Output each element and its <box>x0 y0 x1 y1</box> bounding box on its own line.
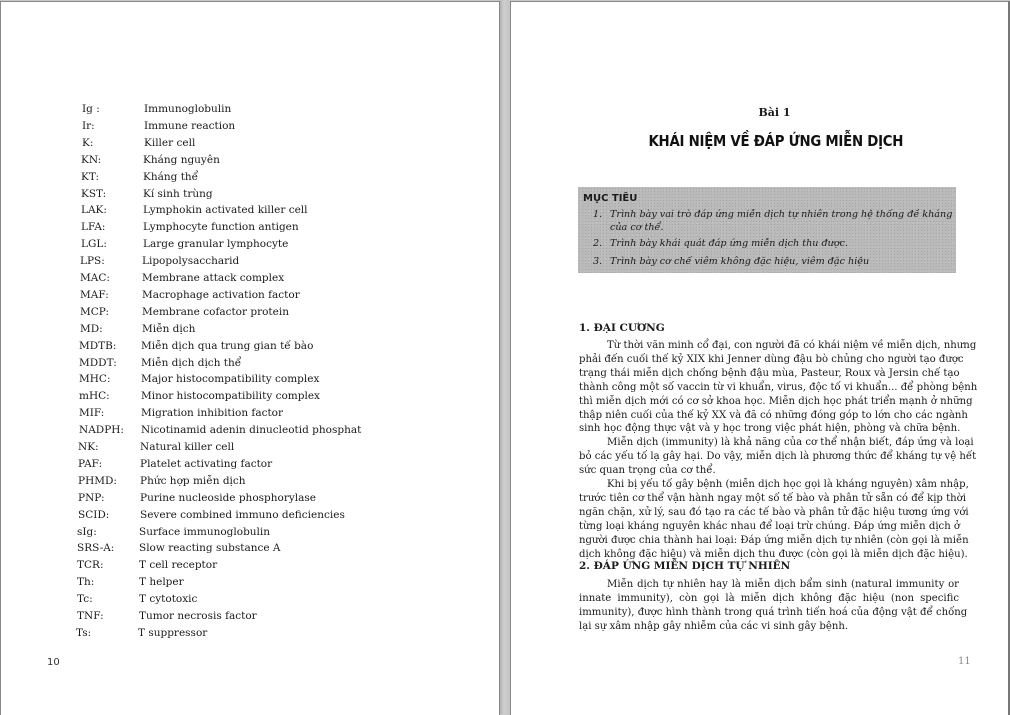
text-line: từng loại kháng nguyên khác nhau để loại trừ chúng. Đáp ứng miễn dịch ở <box>579 520 960 532</box>
abbreviation-key: K: <box>82 136 94 149</box>
abbreviation-key: PHMD: <box>78 474 117 487</box>
abbreviation-meaning: Purine nucleoside phosphorylase <box>140 491 317 504</box>
objective-number: 2. <box>593 238 603 249</box>
text-line: Miễn dịch tự nhiên hay là miễn dịch bẩm sinh (natural immunity or <box>607 579 959 590</box>
abbreviation-key: MDDT: <box>79 356 117 369</box>
text-line: thập niên cuối của thế kỷ XX và đã có những đóng góp to lớn cho các ngành <box>579 409 968 421</box>
abbreviation-meaning: Tumor necrosis factor <box>139 610 257 622</box>
abbreviation-key: Th: <box>77 576 95 589</box>
objectives-box <box>578 187 956 273</box>
left-page <box>0 1 500 715</box>
text-line: innate immunity), còn gọi là miễn dịch không đặc hiệu (non specific <box>579 592 959 604</box>
text-line: thì miễn dịch mới có cơ sở khoa học. Miễn dịch học phát triển mạnh ở những <box>579 395 973 407</box>
text-line: sinh học động thực vật và y học trong việc phát hiện, phòng và chữa bệnh. <box>579 423 961 435</box>
abbreviation-key: LFA: <box>81 221 106 234</box>
abbreviation-meaning: Phức hợp miễn dịch <box>140 474 246 487</box>
abbreviation-key: TNF: <box>77 610 104 622</box>
abbreviation-meaning: Nicotinamid adenin dinucleotid phosphat <box>141 424 362 437</box>
text-line: lại sự xâm nhập gây nhiễm của các vi sinh gây bệnh. <box>579 620 849 632</box>
objectives-heading: MỤC TIÊU <box>583 193 638 204</box>
abbreviation-meaning: Miễn dịch dịch thể <box>141 356 242 369</box>
abbreviation-key: MCP: <box>80 305 110 318</box>
abbreviation-key: MDTB: <box>79 339 117 352</box>
abbreviation-meaning: Immunoglobulin <box>144 103 232 115</box>
abbreviation-key: PAF: <box>78 457 103 470</box>
section-heading: 2. ĐÁP ỨNG MIỄN DỊCH TỰ NHIÊN <box>579 560 791 572</box>
abbreviation-meaning: Membrane cofactor protein <box>142 305 289 318</box>
abbreviation-key: MAF: <box>80 288 109 301</box>
abbreviation-key: TCR: <box>77 559 104 572</box>
text-line: Miễn dịch (immunity) là khả năng của cơ thể nhận biết, đáp ứng và loại <box>607 437 974 448</box>
abbreviation-key: sIg: <box>77 525 97 538</box>
abbreviation-meaning: Membrane attack complex <box>142 272 285 284</box>
abbreviation-key: LGL: <box>81 238 107 251</box>
abbreviation-key: KST: <box>81 187 107 200</box>
paragraph <box>579 339 978 436</box>
text-line: trạng thái miễn dịch chống bệnh đậu mùa, Pasteur, Roux và Jersin chế tạo <box>579 367 960 379</box>
abbreviation-key: SRS-A: <box>77 542 115 555</box>
abbreviation-key: Ig : <box>82 103 100 115</box>
text-line: trước tiên cơ thể vận hành ngay một số tế bào và phân tử sẵn có để kịp thời <box>579 492 966 504</box>
abbreviation-meaning: T cell receptor <box>139 559 218 572</box>
abbreviation-key: Tc: <box>77 593 93 606</box>
paragraph <box>579 478 969 561</box>
abbreviation-meaning: Kháng thể <box>143 170 199 183</box>
abbreviation-key: KT: <box>81 170 100 183</box>
page-number-left: 10 <box>47 657 60 668</box>
objective-item <box>593 255 953 268</box>
section-heading: 1. ĐẠI CƯƠNG <box>579 322 665 334</box>
abbreviation-key: LPS: <box>80 255 105 268</box>
text-line: thành công một số vaccin từ vi khuẩn, virus, độc tố vi khuẩn... để phòng bệnh <box>579 381 978 393</box>
abbreviation-meaning: Slow reacting substance A <box>139 542 281 555</box>
abbreviation-meaning: Major histocompatibility complex <box>141 373 320 386</box>
abbreviation-meaning: Immune reaction <box>144 119 236 132</box>
objective-item <box>593 237 953 250</box>
abbreviation-meaning: Miễn dịch qua trung gian tế bào <box>141 339 314 352</box>
abbreviation-meaning: Severe combined immuno deficiencies <box>140 508 345 521</box>
abbreviation-meaning: Platelet activating factor <box>140 457 273 470</box>
abbreviation-meaning: Kí sinh trùng <box>143 187 213 200</box>
abbreviation-meaning: Macrophage activation factor <box>142 288 300 301</box>
abbreviation-meaning: Lipopolysaccharid <box>142 255 240 268</box>
objective-number: 1. <box>593 209 603 220</box>
abbreviation-meaning: Kháng nguyên <box>143 153 220 166</box>
objective-item <box>593 208 953 234</box>
abbreviation-key: MD: <box>80 322 103 335</box>
abbreviation-meaning: Migration inhibition factor <box>141 407 284 420</box>
page-number-right: 11 <box>958 656 971 667</box>
objective-text: Trình bày cơ chế viêm không đặc hiệu, viêm đặc hiệu <box>610 256 870 267</box>
objective-text: Trình bày vai trò đáp ứng miễn dịch tự nhiên trong hệ thống đề kháng <box>610 209 953 220</box>
text-line: Từ thời văn minh cổ đại, con người đã có khái niệm về miễn dịch, nhưng <box>607 340 977 351</box>
abbreviation-key: SCID: <box>78 508 110 521</box>
lesson-title: KHÁI NIỆM VỀ ĐÁP ỨNG MIỄN DỊCH <box>648 132 904 150</box>
objective-text: Trình bày khái quát đáp ứng miễn dịch thu được. <box>610 238 849 249</box>
text-line: người được chia thành hai loại: Đáp ứng miễn dịch tự nhiên (còn gọi là miễn <box>579 534 969 546</box>
abbreviation-key: NK: <box>78 441 99 453</box>
page-gutter <box>500 0 510 714</box>
abbreviation-meaning: Lymphokin activated killer cell <box>143 204 308 217</box>
text-line: immunity), được hình thành trong quá trình tiến hoá của động vật để chống <box>579 606 968 618</box>
abbreviation-meaning: Miễn dịch <box>142 322 196 335</box>
abbreviation-key: LAK: <box>81 204 107 217</box>
abbreviation-key: MHC: <box>79 373 111 386</box>
paragraph <box>579 436 977 478</box>
text-line: phải đến cuối thế kỷ XIX khi Jenner dùng đậu bò chủng cho người tạo được <box>579 353 964 365</box>
paragraph <box>579 578 968 634</box>
abbreviation-meaning: Lymphocyte function antigen <box>143 221 299 234</box>
objective-text-cont: của cơ thể. <box>610 222 664 233</box>
abbreviation-key: KN: <box>81 153 102 166</box>
text-line: Khi bị yếu tố gây bệnh (miễn dịch học gọi là kháng nguyên) xâm nhập, <box>607 479 969 490</box>
abbreviation-meaning: Killer cell <box>144 136 196 149</box>
abbreviation-meaning: T helper <box>139 576 184 589</box>
right-page <box>510 1 1010 715</box>
abbreviation-key: NADPH: <box>79 424 124 437</box>
lesson-label: Bài 1 <box>758 106 791 119</box>
abbreviation-key: PNP: <box>78 491 105 504</box>
abbreviation-meaning: Minor histocompatibility complex <box>141 390 320 403</box>
abbreviation-meaning: Large granular lymphocyte <box>143 238 289 251</box>
abbreviation-key: Ts: <box>76 626 92 639</box>
abbreviation-key: mHC: <box>79 390 110 403</box>
abbreviation-meaning: T suppressor <box>138 626 208 639</box>
abbreviation-key: MAC: <box>80 272 110 284</box>
abbreviation-meaning: Natural killer cell <box>140 441 235 453</box>
objective-number: 3. <box>593 256 603 267</box>
abbreviation-meaning: T cytotoxic <box>139 593 198 606</box>
text-line: bỏ các yếu tố lạ gây hại. Do vậy, miễn dịch là phương thức để kháng tự vệ hết <box>579 450 977 462</box>
abbreviation-key: Ir: <box>82 119 95 132</box>
text-line: ngăn chặn, xử lý, sau đó tạo ra các tế bào và phân tử đặc hiệu tương ứng với <box>579 506 969 518</box>
text-line: sức quan trọng của cơ thể. <box>579 464 716 476</box>
abbreviation-meaning: Surface immunoglobulin <box>139 525 271 538</box>
abbreviation-key: MIF: <box>79 407 105 420</box>
text-line: dịch không đặc hiệu) và miễn dịch thu được (còn gọi là miễn dịch đặc hiệu). <box>579 548 968 560</box>
